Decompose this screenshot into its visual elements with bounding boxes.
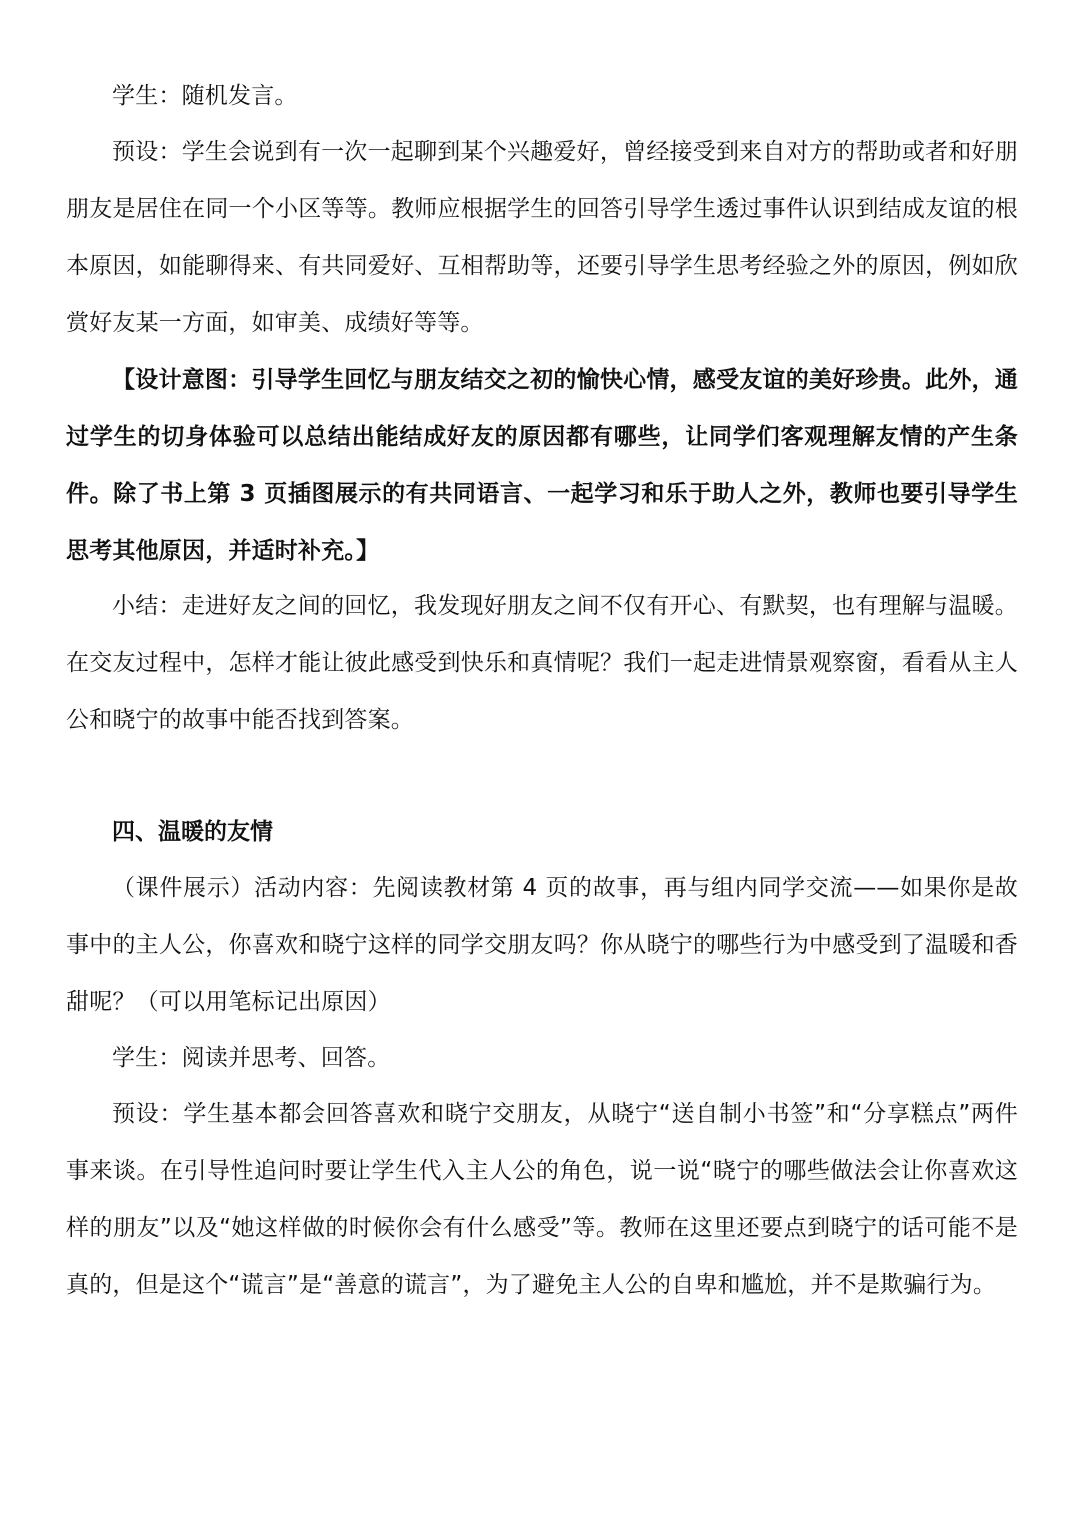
student-response-1: 学生：随机发言。: [112, 83, 298, 109]
summary-paragraph: 小结：走进好友之间的回忆，我发现好朋友之间不仅有开心、有默契，也有理解与温暖。在交友过程中，怎样才能让彼此感受到快乐和真情呢？我们一起走进情景观察窗，看看从主人公和晓宁的故事中能否找到答案。: [66, 593, 1018, 733]
section-heading: 四、温暖的友情: [112, 819, 273, 845]
activity-paragraph: （课件展示）活动内容：先阅读教材第 4 页的故事，再与组内同学交流——如果你是故事中的主人公，你喜欢和晓宁这样的同学交朋友吗？你从晓宁的哪些行为中感受到了温暖和香甜呢？（可以用笔标记出原因）: [66, 875, 1018, 1015]
preset-paragraph-1: 预设：学生会说到有一次一起聊到某个兴趣爱好，曾经接受到来自对方的帮助或者和好朋朋友是居住在同一个小区等等。教师应根据学生的回答引导学生透过事件认识到结成友谊的根本原因，如能聊得来、有共同爱好、互相帮助等，还要引导学生思考经验之外的原因，例如欣赏好友某一方面，如审美、成绩好等等。: [66, 139, 1018, 336]
student-response-2: 学生：阅读并思考、回答。: [112, 1045, 391, 1071]
preset-paragraph-2: 预设：学生基本都会回答喜欢和晓宁交朋友，从晓宁“送自制小书签”和“分享糕点”两件事来谈。在引导性追问时要让学生代入主人公的角色，说一说“晓宁的哪些做法会让你喜欢这样的朋友”以及“她这样做的时候你会有什么感受”等。教师在这里还要点到晓宁的话可能不是真的，但是这个“谎言”是“善意的谎言”，为了避免主人公的自卑和尴尬，并不是欺骗行为。: [66, 1101, 1018, 1298]
design-intent-paragraph: 【设计意图：引导学生回忆与朋友结交之初的愉快心情，感受友谊的美好珍贵。此外，通过学生的切身体验可以总结出能结成好友的原因都有哪些，让同学们客观理解友情的产生条件。除了书上第 3 页插图展示的有共同语言、一起学习和乐于助人之外，教师也要引导学生思考其他原因，并适时补充。】: [66, 367, 1018, 564]
